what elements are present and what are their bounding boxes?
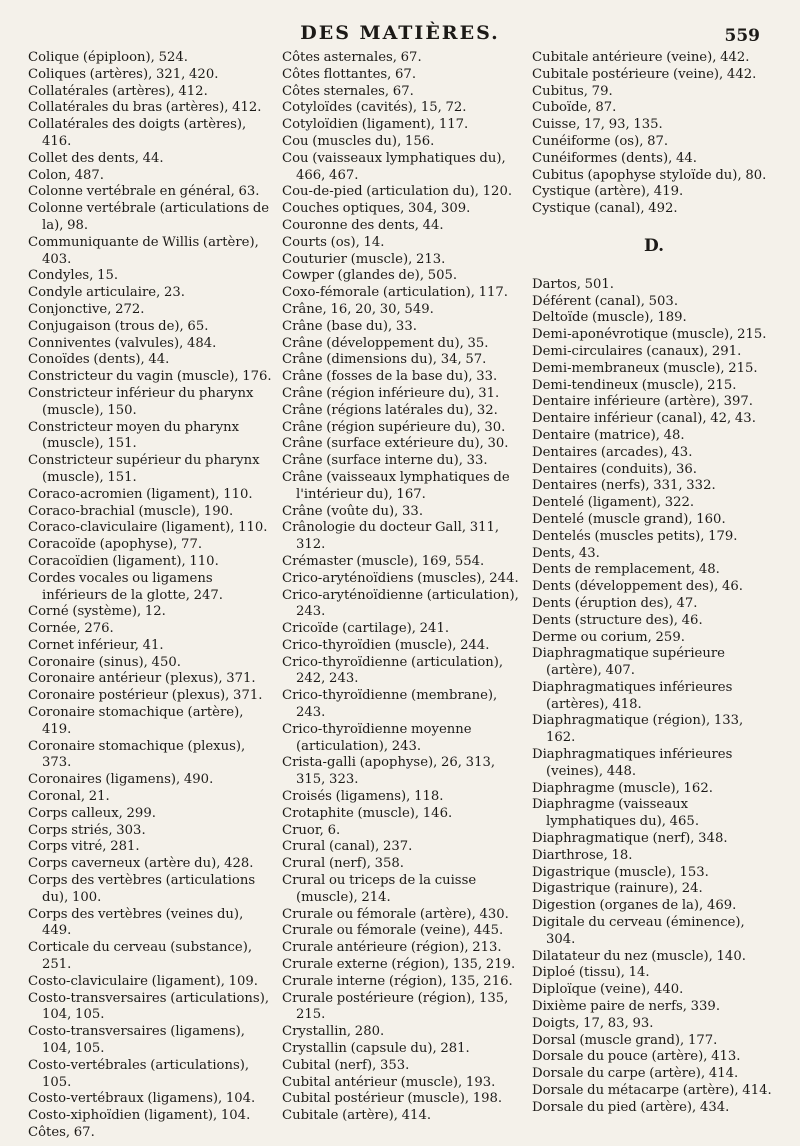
index-entry: Colique (épiploon), 524.: [28, 50, 188, 65]
index-entry: Crurale ou fémorale (veine), 445.: [282, 923, 504, 939]
index-entry: Coxo-fémorale (articulation), 117.: [282, 285, 509, 301]
index-entry: Diploé (tissu), 14.: [532, 965, 650, 981]
index-entry: Crâne (région supérieure du), 30.: [282, 419, 506, 435]
index-entry: Diaphragmatique (région), 133, 162.: [532, 713, 744, 746]
index-entry: Dents (structure des), 46.: [532, 612, 703, 628]
index-entry: Côtes flottantes, 67.: [282, 66, 417, 82]
index-entry: Communiquante de Willis (artère), 403.: [28, 234, 259, 267]
index-entry: Dorsal (muscle grand), 177.: [532, 1032, 718, 1048]
index-entry: Dentaires (conduits), 36.: [532, 461, 698, 477]
index-entry: Cuisse, 17, 93, 135.: [532, 117, 663, 133]
index-entry: Coliques (artères), 321, 420.: [28, 66, 219, 82]
index-entry: Coronaire (sinus), 450.: [28, 654, 181, 670]
index-entry: Cricoïde (cartilage), 241.: [282, 621, 450, 637]
index-entry: Crâne (voûte du), 33.: [282, 503, 424, 519]
index-entry: Couturier (muscle), 213.: [282, 251, 446, 267]
index-entry: Dorsale du métacarpe (artère), 414.: [532, 1083, 772, 1099]
index-entry: Crurale postérieure (région), 135, 215.: [282, 990, 509, 1023]
index-entry: Deltoïde (muscle), 189.: [532, 310, 687, 326]
index-entry: Corps vitré, 281.: [28, 839, 140, 855]
index-entry: Corps calleux, 299.: [28, 805, 156, 821]
index-entry: Crico-aryténoïdiens (muscles), 244.: [282, 570, 519, 586]
index-entry: Colonne vertébrale (articulations de la), 98.: [28, 201, 270, 233]
index-entry: Coronal, 21.: [28, 789, 110, 805]
index-entry: Couches optiques, 304, 309.: [282, 201, 471, 217]
index-entry: Doigts, 17, 83, 93.: [532, 1015, 654, 1031]
index-entry: Cou (muscles du), 156.: [282, 133, 435, 149]
running-title: DES MATIÈRES.: [300, 22, 500, 44]
index-entry: Cowper (glandes de), 505.: [282, 268, 458, 284]
index-entry: Crâne (dimensions du), 34, 57.: [282, 352, 487, 368]
index-entry: Côtes sternales, 67.: [282, 83, 414, 99]
index-entry: Constricteur supérieur du pharynx (muscle), 151.: [28, 453, 260, 485]
index-entry: Courts (os), 14.: [282, 234, 385, 250]
index-entry: Crystallin, 280.: [282, 1024, 385, 1040]
page-number: 559: [724, 26, 760, 46]
index-entry: Cunéiforme (os), 87.: [532, 133, 669, 149]
index-entry: Cruor, 6.: [282, 822, 341, 838]
index-entry: Diaphragme (vaisseaux lymphatiques du), 465.: [532, 797, 700, 830]
index-entry: Crâne (vaisseaux lymphatiques de l'intérieur du), 167.: [282, 469, 510, 502]
index-entry: Cotyloïdes (cavités), 15, 72.: [282, 100, 467, 116]
index-entry: Constricteur moyen du pharynx (muscle), 151.: [28, 419, 240, 452]
index-entry: Cornée, 276.: [28, 621, 114, 637]
index-entry: Cou (vaisseaux lymphatiques du), 466, 467.: [282, 150, 506, 183]
index-entry: Dartos, 501.: [532, 276, 614, 292]
index-entry: Digestion (organes de la), 469.: [532, 898, 737, 914]
index-entry: Crâne (région inférieure du), 31.: [282, 385, 500, 401]
index-entry: Corps des vertèbres (articulations du), 100.: [28, 873, 256, 905]
index-entry: Déférent (canal), 503.: [532, 293, 679, 309]
index-entry: Conjonctive, 272.: [28, 301, 145, 317]
index-entry: Coraco-acromien (ligament), 110.: [28, 486, 253, 502]
index-entry: Diarthrose, 18.: [532, 847, 633, 863]
index-entry: Dentelé (muscle grand), 160.: [532, 511, 726, 527]
index-entry: Corticale du cerveau (substance), 251.: [28, 940, 253, 973]
index-entry: Demi-membraneux (muscle), 215.: [532, 360, 758, 376]
index-entry: Digitale du cerveau (éminence), 304.: [532, 915, 745, 947]
index-entry: Costo-vertébraux (ligamens), 104.: [28, 1091, 256, 1107]
index-entry: Cou-de-pied (articulation du), 120.: [282, 184, 513, 200]
index-entries-c: [532, 50, 776, 218]
index-entry: Crural ou triceps de la cuisse (muscle), 214.: [282, 873, 477, 905]
index-entry: Constricteur du vagin (muscle), 176.: [28, 369, 272, 385]
index-entry: Diaphragmatique supérieure (artère), 407.: [532, 646, 725, 679]
index-entry: Derme ou corium, 259.: [532, 629, 685, 645]
index-entry: Dentaire inférieure (artère), 397.: [532, 394, 753, 410]
index-entry: Demi-circulaires (canaux), 291.: [532, 343, 742, 359]
index-entry: Demi-tendineux (muscle), 215.: [532, 377, 737, 393]
index-entry: Corné (système), 12.: [28, 604, 166, 620]
index-entry: Cubitus, 79.: [532, 83, 613, 99]
index-entry: Cuboïde, 87.: [532, 100, 617, 116]
index-entry: Dentelés (muscles petits), 179.: [532, 528, 738, 544]
index-entry: Côtes asternales, 67.: [282, 50, 422, 65]
index-entry: Crotaphite (muscle), 146.: [282, 805, 453, 821]
index-entry: Crurale ou fémorale (artère), 430.: [282, 906, 509, 922]
index-entry: Coracoïdien (ligament), 110.: [28, 553, 219, 569]
index-entry: Crista-galli (apophyse), 26, 313, 315, 323.: [282, 755, 496, 788]
index-entry: Costo-vertébrales (articulations), 105.: [28, 1057, 250, 1090]
index-entry: Coronaire postérieur (plexus), 371.: [28, 688, 263, 704]
index-entry: Cubital (nerf), 353.: [282, 1057, 410, 1073]
index-entry: Crâne (surface extérieure du), 30.: [282, 436, 509, 452]
index-column-2: [282, 50, 526, 1125]
index-entry: Dorsale du pied (artère), 434.: [532, 1099, 730, 1115]
index-entry: Condyles, 15.: [28, 268, 119, 284]
index-entry: Dilatateur du nez (muscle), 140.: [532, 948, 746, 964]
index-entry: Cubitale (artère), 414.: [282, 1108, 432, 1124]
index-entry: Diaphragmatiques inférieures (artères), 418.: [532, 679, 733, 712]
index-entry: Crico-thyroïdienne moyenne (articulation), 243.: [282, 721, 472, 754]
index-entry: Cubital postérieur (muscle), 198.: [282, 1091, 503, 1107]
index-entry: Crémaster (muscle), 169, 554.: [282, 553, 485, 569]
index-entry: Crâne (fosses de la base du), 33.: [282, 369, 498, 385]
index-entry: Cunéiformes (dents), 44.: [532, 150, 697, 166]
index-entry: Crural (nerf), 358.: [282, 856, 404, 872]
index-entry: Coronaire antérieur (plexus), 371.: [28, 671, 256, 687]
index-entry: Coraco-claviculaire (ligament), 110.: [28, 520, 268, 536]
index-entry: Côtes, 67.: [28, 1125, 95, 1140]
index-entry: Corps caverneux (artère du), 428.: [28, 856, 254, 872]
index-entries-d: [532, 277, 776, 1117]
index-entry: Digastrique (muscle), 153.: [532, 864, 709, 880]
index-entry: Crâne (base du), 33.: [282, 318, 417, 334]
index-entry: Croisés (ligamens), 118.: [282, 789, 444, 805]
index-entry: Crurale antérieure (région), 213.: [282, 940, 502, 956]
index-entry: Crâne, 16, 20, 30, 549.: [282, 301, 434, 317]
index-entry: Costo-transversaires (articulations), 104, 105.: [28, 990, 270, 1023]
index-entry: Dentaire inférieur (canal), 42, 43.: [532, 411, 756, 427]
index-entry: Coracoïde (apophyse), 77.: [28, 537, 203, 553]
index-entry: Costo-transversaires (ligamens), 104, 105.: [28, 1024, 245, 1057]
index-column-3: [532, 50, 776, 1117]
index-entry: Crico-thyroïdien (muscle), 244.: [282, 637, 490, 653]
index-entry: Corps striés, 303.: [28, 822, 146, 838]
index-entry: Demi-aponévrotique (muscle), 215.: [532, 327, 767, 343]
page-header: [0, 22, 800, 52]
index-entry: Crurale interne (région), 135, 216.: [282, 973, 513, 989]
index-entry: Conjugaison (trous de), 65.: [28, 318, 209, 334]
index-column-1: [28, 50, 272, 1142]
section-letter-heading: D.: [643, 235, 665, 256]
index-entry: Diaphragmatique (nerf), 348.: [532, 831, 728, 847]
index-entry: Cystique (canal), 492.: [532, 201, 678, 217]
index-entry: Diaphragmatiques inférieures (veines), 448.: [532, 747, 733, 779]
index-entry: Colon, 487.: [28, 167, 104, 183]
index-entry: Crâne (régions latérales du), 32.: [282, 402, 498, 418]
index-entry: Colonne vertébrale en général, 63.: [28, 184, 260, 200]
index-entry: Crystallin (capsule du), 281.: [282, 1041, 470, 1057]
index-entry: Conoïdes (dents), 44.: [28, 352, 170, 368]
index-entry: Dents (éruption des), 47.: [532, 595, 698, 611]
index-entry: Crurale externe (région), 135, 219.: [282, 957, 516, 973]
index-entry: Condyle articulaire, 23.: [28, 285, 185, 301]
index-entry: Cubitale antérieure (veine), 442.: [532, 50, 750, 65]
index-entry: Coraco-brachial (muscle), 190.: [28, 503, 234, 519]
index-entry: Cubital antérieur (muscle), 193.: [282, 1074, 496, 1090]
index-entry: Conniventes (valvules), 484.: [28, 335, 217, 351]
index-entry: Dents (développement des), 46.: [532, 579, 743, 595]
index-entry: Cubitale postérieure (veine), 442.: [532, 66, 757, 82]
index-entry: Crâne (surface interne du), 33.: [282, 453, 488, 469]
index-entry: Cotyloïdien (ligament), 117.: [282, 117, 469, 133]
index-entry: Cystique (artère), 419.: [532, 184, 684, 200]
index-entry: Crico-thyroïdienne (membrane), 243.: [282, 688, 498, 721]
index-entry: Cubitus (apophyse styloïde du), 80.: [532, 167, 767, 183]
index-entry: Cordes vocales ou ligamens inférieurs de la glotte, 247.: [28, 570, 223, 603]
index-entry: Constricteur inférieur du pharynx (muscle), 150.: [28, 385, 254, 418]
index-entry: Digastrique (rainure), 24.: [532, 881, 703, 897]
index-entry: Cornet inférieur, 41.: [28, 637, 164, 653]
index-entry: Costo-claviculaire (ligament), 109.: [28, 973, 258, 989]
index-entry: Crico-thyroïdienne (articulation), 242, 243.: [282, 654, 504, 687]
index-entry: Couronne des dents, 44.: [282, 217, 444, 233]
index-entry: Diploïque (veine), 440.: [532, 982, 684, 998]
index-entry: Collatérales du bras (artères), 412.: [28, 100, 262, 116]
index-entry: Costo-xiphoïdien (ligament), 104.: [28, 1108, 251, 1124]
index-entry: Diaphragme (muscle), 162.: [532, 780, 713, 796]
index-entry: Dentaires (nerfs), 331, 332.: [532, 478, 716, 494]
index-entry: Collatérales des doigts (artères), 416.: [28, 117, 247, 149]
index-entry: Coronaire stomachique (plexus), 373.: [28, 738, 246, 771]
index-entry: Dentelé (ligament), 322.: [532, 495, 695, 511]
index-entry: Crico-aryténoïdienne (articulation), 243.: [282, 587, 519, 620]
index-entry: Corps des vertèbres (veines du), 449.: [28, 906, 244, 939]
index-entry: Dents, 43.: [532, 545, 600, 561]
index-entry: Collatérales (artères), 412.: [28, 83, 208, 99]
index-entry: Crural (canal), 237.: [282, 839, 413, 855]
index-entry: Coronaires (ligamens), 490.: [28, 772, 214, 788]
index-entry: Dentaire (matrice), 48.: [532, 427, 685, 443]
index-entry: Dorsale du carpe (artère), 414.: [532, 1066, 739, 1082]
index-entry: Dentaires (arcades), 43.: [532, 444, 693, 460]
index-entry: Collet des dents, 44.: [28, 150, 164, 166]
index-entry: Dents de remplacement, 48.: [532, 562, 720, 578]
index-entry: Crânologie du docteur Gall, 311, 312.: [282, 520, 500, 553]
index-entry: Crâne (développement du), 35.: [282, 335, 489, 351]
index-entry: Dixième paire de nerfs, 339.: [532, 999, 721, 1015]
index-entry: Coronaire stomachique (artère), 419.: [28, 705, 244, 737]
index-entry: Dorsale du pouce (artère), 413.: [532, 1049, 741, 1065]
